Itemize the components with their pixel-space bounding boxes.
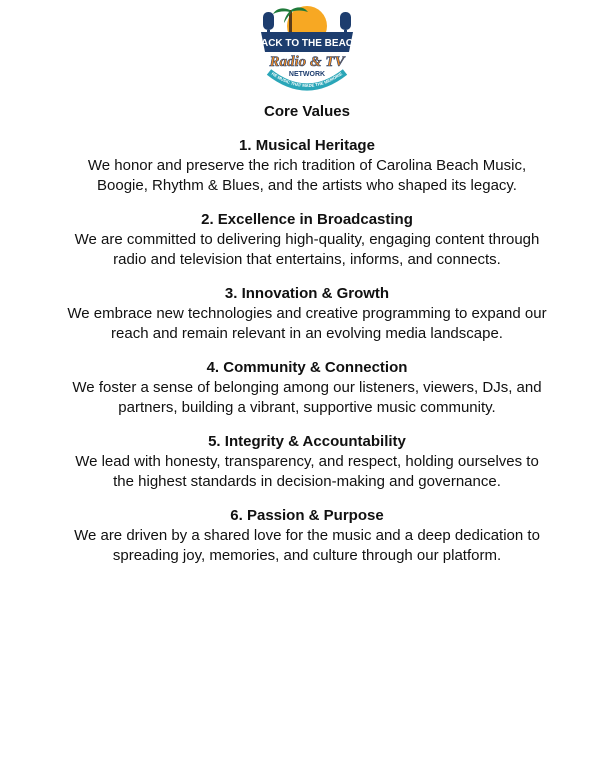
value-description: We are committed to delivering high-quality, engaging content through radio and television that entertains, informs, and connects. (74, 231, 540, 268)
logo-line3: NETWORK (288, 71, 326, 78)
core-value-item (0, 136, 614, 196)
logo-line1: BACK TO THE BEACH (253, 38, 361, 49)
core-value-item (0, 432, 614, 492)
value-heading: 3. Innovation & Growth (224, 285, 390, 302)
value-description: We lead with honesty, transparency, and respect, holding ourselves to the highest standards in decision-making and governance. (75, 453, 539, 490)
core-value-item (0, 210, 614, 270)
core-values-document (0, 102, 614, 580)
network-logo (253, 2, 361, 94)
value-heading: 6. Passion & Purpose (230, 507, 384, 524)
core-value-item (0, 358, 614, 418)
logo-line2: Radio & TV (269, 54, 345, 70)
value-description: We are driven by a shared love for the music and a deep dedication to spreading joy, memories, and culture through our platform. (74, 527, 540, 564)
logo-graphic (253, 2, 361, 94)
core-value-item (0, 284, 614, 344)
page-title: Core Values (264, 103, 350, 120)
value-heading: 1. Musical Heritage (239, 137, 375, 154)
logo-arc-text: HE MUSIC THAT MADE THE MEMORIE (270, 70, 344, 89)
value-heading: 2. Excellence in Broadcasting (201, 211, 413, 228)
value-description: We embrace new technologies and creative programming to expand our reach and remain relevant in an evolving media landscape. (67, 305, 547, 342)
value-heading: 4. Community & Connection (206, 359, 408, 376)
value-description: We honor and preserve the rich tradition of Carolina Beach Music, Boogie, Rhythm & Blues, and the artists who shaped its legacy. (87, 157, 527, 194)
value-heading: 5. Integrity & Accountability (208, 433, 406, 450)
core-value-item (0, 506, 614, 566)
value-description: We foster a sense of belonging among our listeners, viewers, DJs, and partners, building a vibrant, supportive music community. (72, 379, 542, 416)
